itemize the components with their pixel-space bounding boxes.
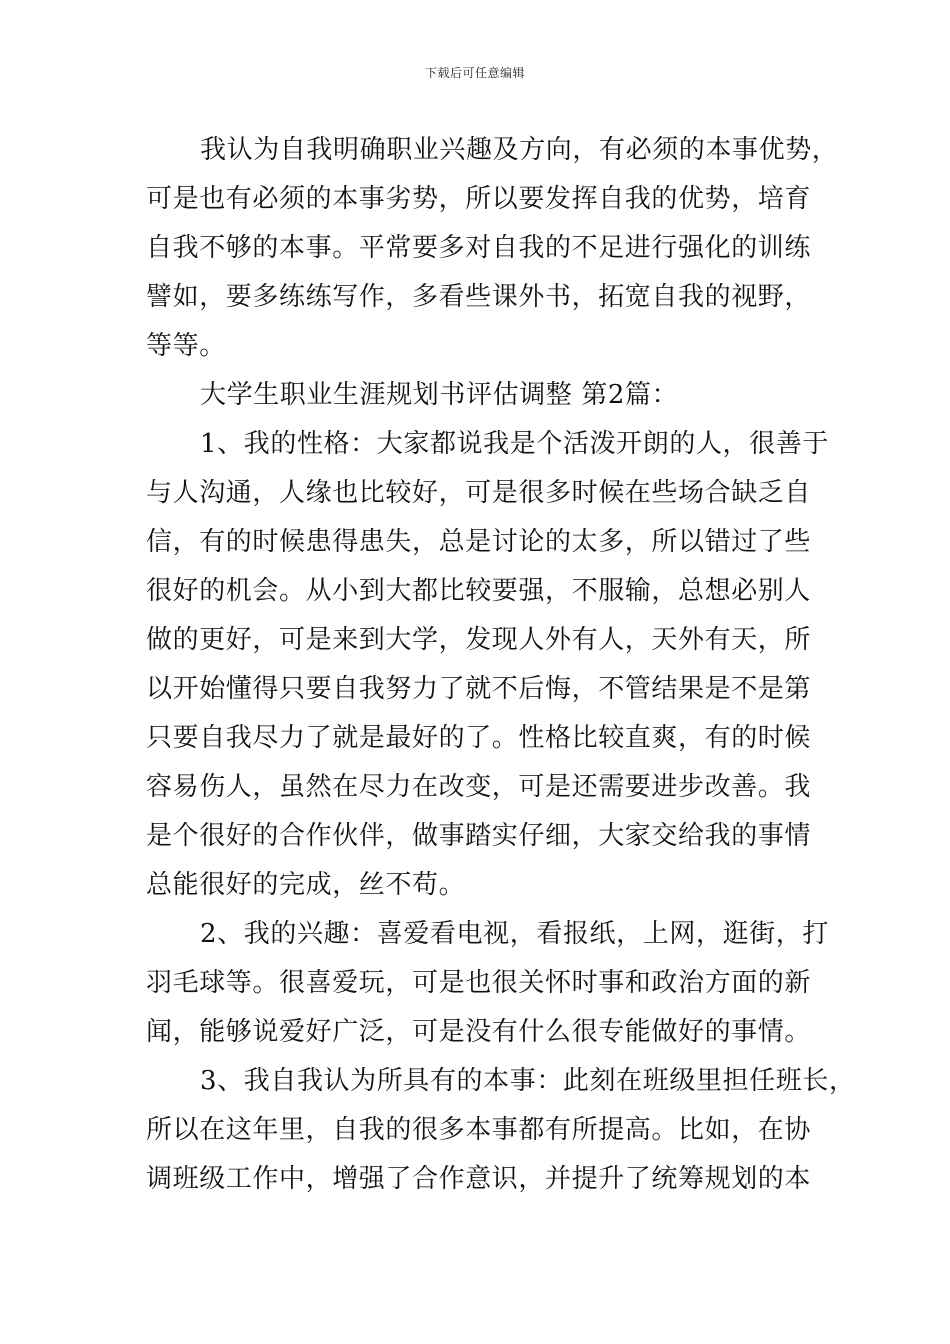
paragraph-1 bbox=[146, 126, 839, 371]
text-line: 调班级工作中，增强了合作意识，并提升了统筹规划的本 bbox=[146, 1164, 812, 1194]
text-line: 可是也有必须的本事劣势，所以要发挥自我的优势，培育 bbox=[146, 184, 812, 214]
text-line: 与人沟通，人缘也比较好，可是很多时候在些场合缺乏自 bbox=[146, 478, 812, 508]
text-line: 信，有的时候患得患失，总是讨论的太多，所以错过了些 bbox=[146, 527, 812, 557]
text-line: 容易伤人，虽然在尽力在改变，可是还需要进步改善。我 bbox=[146, 772, 812, 802]
text-line: 只要自我尽力了就是最好的了。性格比较直爽，有的时候 bbox=[146, 723, 812, 753]
text-line: 是个很好的合作伙伴，做事踏实仔细，大家交给我的事情 bbox=[146, 821, 812, 851]
paragraph-personality bbox=[146, 420, 836, 910]
paragraph-interests bbox=[146, 910, 836, 1057]
text-line: 所以在这年里，自我的很多本事都有所提高。比如，在协 bbox=[146, 1115, 812, 1145]
section-heading bbox=[146, 371, 836, 420]
section-title: 大学生职业生涯规划书评估调整 第2篇： bbox=[200, 380, 679, 410]
text-line: 我认为自我明确职业兴趣及方向，有必须的本事优势， bbox=[200, 135, 839, 165]
text-line: 3、我自我认为所具有的本事：此刻在班级里担任班长， bbox=[200, 1066, 856, 1096]
text-line: 很好的机会。从小到大都比较要强，不服输，总想必别人 bbox=[146, 576, 812, 606]
text-line: 自我不够的本事。平常要多对自我的不足进行强化的训练 bbox=[146, 233, 812, 263]
text-line: 等等。 bbox=[146, 331, 226, 361]
text-line: 1、我的性格：大家都说我是个活泼开朗的人，很善于 bbox=[200, 429, 829, 459]
paragraph-abilities bbox=[146, 1057, 856, 1204]
text-line: 羽毛球等。很喜爱玩，可是也很关怀时事和政治方面的新 bbox=[146, 968, 812, 998]
text-line: 以开始懂得只要自我努力了就不后悔，不管结果是不是第 bbox=[146, 674, 812, 704]
page-header: 下载后可任意编辑 bbox=[424, 66, 525, 80]
text-line: 譬如，要多练练写作，多看些课外书，拓宽自我的视野， bbox=[146, 282, 812, 312]
text-line: 做的更好，可是来到大学，发现人外有人，天外有天，所 bbox=[146, 625, 812, 655]
document-body bbox=[146, 126, 856, 1204]
text-line: 闻，能够说爱好广泛，可是没有什么很专能做好的事情。 bbox=[146, 1017, 812, 1047]
text-line: 总能很好的完成，丝不苟。 bbox=[146, 870, 466, 900]
text-line: 2、我的兴趣：喜爱看电视，看报纸，上网，逛街，打 bbox=[200, 919, 829, 949]
